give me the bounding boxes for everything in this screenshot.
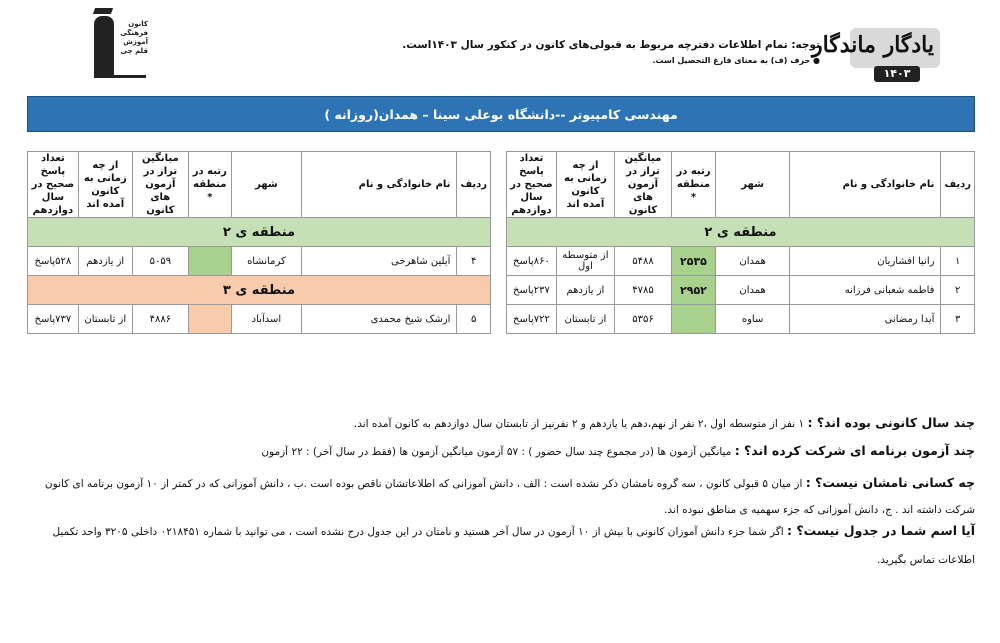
- cell-city: همدان: [715, 276, 789, 305]
- col-header-answers: تعداد پاسخ صحیح در سال دوازدهم: [507, 152, 557, 218]
- cell-name: آیلین شاهرخی: [302, 247, 457, 276]
- faq-question: چند سال کانونی بوده اند؟ :: [807, 415, 975, 430]
- cell-since: از متوسطه اول: [556, 247, 614, 276]
- cell-average: ۵۳۵۶: [614, 305, 671, 334]
- region-row: [28, 218, 491, 247]
- faq-question: آیا اسم شما در جدول نیست؟ :: [787, 523, 975, 538]
- faq-answer: اگر شما جزء دانش آموزان کانونی با بیش از ۱۰ آزمون در سال آخر هستید و نامتان در این جدول درج نشده است ، می توانید با شماره ۰۲۱۸۴۵۱ داخلی ۳۲۰۵ واحد تکمیل اطلاعات تماس بگیرید.: [52, 526, 975, 566]
- cell-answers: ۸۶۰پاسخ: [507, 247, 557, 276]
- col-header-city: شهر: [715, 152, 789, 218]
- table-row: [28, 247, 491, 276]
- cell-rank: [188, 305, 231, 334]
- col-header-rank: رتبه در منطقه *: [672, 152, 716, 218]
- col-header-radif: ردیف: [457, 152, 491, 218]
- table-row: [507, 305, 975, 334]
- cell-average: ۴۷۸۵: [614, 276, 671, 305]
- table-row: [507, 276, 975, 305]
- col-header-city: شهر: [231, 152, 301, 218]
- table-header-row: [507, 152, 975, 218]
- region-row: [507, 218, 975, 247]
- cell-average: ۵۰۵۹: [132, 247, 188, 276]
- graduation-cap-icon: [93, 8, 113, 14]
- cell-average: ۴۸۸۶: [132, 305, 188, 334]
- cell-name: رانیا افشاریان: [790, 247, 941, 276]
- faq-not-in-table: [25, 517, 975, 574]
- cell-name: ارشک شیخ محمدی: [302, 305, 457, 334]
- brand-logo-year: ۱۴۰۳: [874, 66, 920, 82]
- col-header-name: نام خانوادگی و نام: [302, 152, 457, 218]
- faq-answer: از میان ۵ قبولی کانون ، سه گروه نامشان ذکر نشده است : الف ، دانش آموزانی که اطلاعاتشان ناقص بوده است .ب ، دانش آموزانی که در کمتر از ۱۰ آزمون برنامه ای کانون شرکت داشته اند . ج، دانش آموزانی که جزء سهمیه ی مناطق نبوده اند.: [44, 478, 975, 516]
- cell-rank: ۲۹۵۲: [672, 276, 716, 305]
- col-header-name: نام خانوادگی و نام: [790, 152, 941, 218]
- faq-answer: میانگین آزمون ها (در مجموع چند سال حضور ) : ۵۷ آزمون میانگین آزمون ها (فقط در سال آخر) : ۲۲ آزمون: [261, 446, 735, 458]
- cell-city: ساوه: [715, 305, 789, 334]
- header-notice: [260, 39, 820, 65]
- faq-missing-names: [25, 470, 975, 523]
- brand-logo: [811, 28, 940, 86]
- table-row: [507, 247, 975, 276]
- faq-question: چند آزمون برنامه ای شرکت کرده اند؟ :: [734, 443, 975, 458]
- cell-since: از یازدهم: [78, 247, 132, 276]
- graduate-figure-icon: [94, 16, 114, 76]
- cell-radif: ۵: [457, 305, 491, 334]
- region-label: منطقه ی ۲: [507, 218, 975, 247]
- results-table-right: [506, 151, 975, 334]
- partner-logo: [92, 6, 152, 76]
- cell-since: از تابستان: [78, 305, 132, 334]
- cell-average: ۵۴۸۸: [614, 247, 671, 276]
- col-header-since: از چه زمانی به کانون آمده اند: [556, 152, 614, 218]
- region-row: [28, 276, 491, 305]
- cell-radif: ۳: [941, 305, 975, 334]
- col-header-since: از چه زمانی به کانون آمده اند: [78, 152, 132, 218]
- page-title: مهندسی کامپیوتر --دانشگاه بوعلی سینا – همدان(روزانه ): [27, 96, 975, 132]
- cell-radif: ۱: [941, 247, 975, 276]
- col-header-answers: تعداد پاسخ صحیح در سال دوازدهم: [28, 152, 79, 218]
- cell-name: آیدا رمضانی: [790, 305, 941, 334]
- faq-years: [25, 414, 975, 433]
- cell-rank: ۲۵۳۵: [672, 247, 716, 276]
- notice-main: توجه: تمام اطلاعات دفترچه مربوط به قبولی‌های کانون در کنکور سال ۱۴۰۳است.: [402, 39, 820, 51]
- col-header-rank: رتبه در منطقه *: [188, 152, 231, 218]
- notice-sub: ● حرف (ف) به معنای فارغ التحصیل است.: [652, 56, 820, 65]
- partner-logo-underline: [94, 75, 146, 78]
- cell-answers: ۷۲۲پاسخ: [507, 305, 557, 334]
- cell-since: از تابستان: [556, 305, 614, 334]
- cell-answers: ۵۲۸پاسخ: [28, 247, 79, 276]
- results-table-left: [27, 151, 491, 334]
- brand-logo-text: یادگار ماندگار: [811, 32, 934, 58]
- col-header-average: میانگین تراز در آزمون های کانون: [132, 152, 188, 218]
- col-header-radif: ردیف: [941, 152, 975, 218]
- cell-radif: ۲: [941, 276, 975, 305]
- faq-answer: ۱ نفر از متوسطه اول ،۲ نفر از نهم،دهم یا یازدهم و ۲ نفرنیز از تابستان سال دوازدهم به کانون آمده اند.: [353, 418, 808, 430]
- cell-answers: ۲۳۷پاسخ: [507, 276, 557, 305]
- cell-city: کرمانشاه: [231, 247, 301, 276]
- table-header-row: [28, 152, 491, 218]
- cell-answers: ۷۳۷پاسخ: [28, 305, 79, 334]
- region-label: منطقه ی ۳: [28, 276, 491, 305]
- cell-since: از یازدهم: [556, 276, 614, 305]
- col-header-average: میانگین تراز در آزمون های کانون: [614, 152, 671, 218]
- cell-name: فاطمه شعبانی فرزانه: [790, 276, 941, 305]
- partner-logo-text: کانون فرهنگی آموزش قلم چی: [120, 20, 148, 55]
- cell-radif: ۴: [457, 247, 491, 276]
- cell-rank: [188, 247, 231, 276]
- cell-city: اسدآباد: [231, 305, 301, 334]
- table-row: [28, 305, 491, 334]
- cell-rank: [672, 305, 716, 334]
- faq-question: چه کسانی نامشان نیست؟ :: [805, 475, 975, 490]
- faq-exams: [25, 442, 975, 461]
- region-label: منطقه ی ۲: [28, 218, 491, 247]
- cell-city: همدان: [715, 247, 789, 276]
